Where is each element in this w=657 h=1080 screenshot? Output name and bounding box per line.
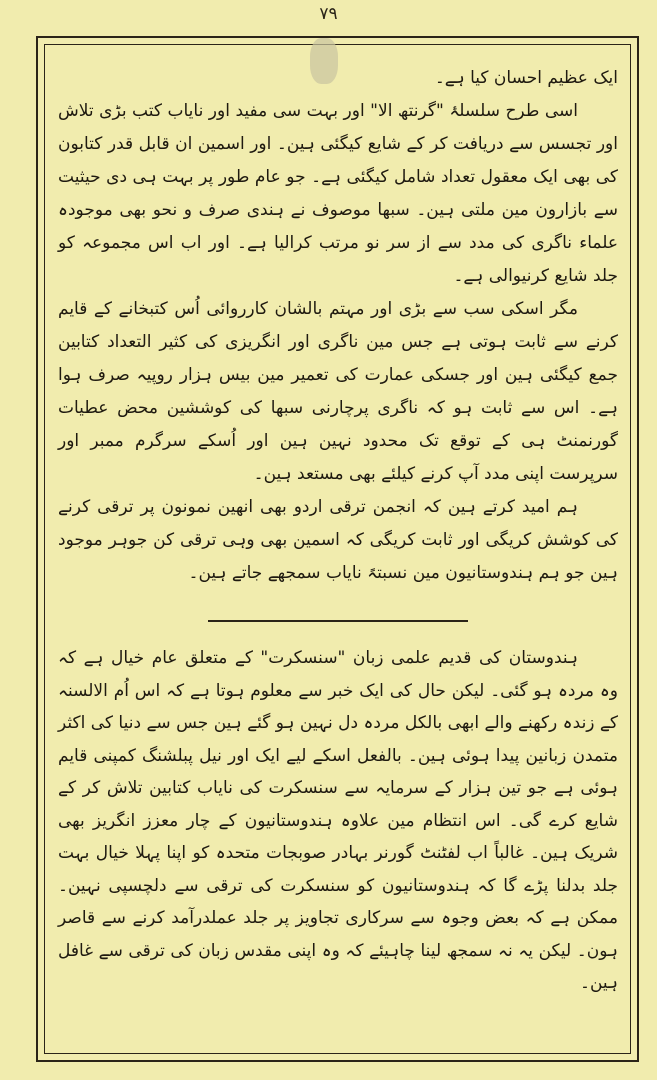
paragraph-sanskrit: ہندوستان کی قدیم علمی زبان "سنسکرت" کے متعلق عام خیال ہے کہ وہ مردہ ہو گئی۔ لیکن حال کی ایک خبر سے معلوم ہوتا ہے کہ اس اُم الالسنہ کے زندہ رکھنے والے ابھی بالکل مردہ دل نہین ہو گئے ہین جس سے دنیا کی اکثر متمدن زبانین پیدا ہوئی ہین۔ بالفعل اسکے لیے ایک اور نیل پبلشنگ کمپنی قایم ہوئی ہے جو تین ہزار کے سرمایہ سے سنسکرت کی نایاب کتابین تلاش کر کے شایع کرے گی۔ اس انتظام مین علاوہ ہندوستانیون کے چار معزز انگریز بھی شریک ہین۔ غالباً اب لفٹنٹ گورنر بہادر صوبجات متحدہ کو اپنا پہلا خیال بہت جلد بدلنا پڑے گا کہ ہندوستانیون کو سنسکرت کی ترقی سے دلچسپی نہین۔ ممکن ہے کہ بعض وجوہ سے سرکاری تجاویز پر جلد عملدرآمد کرنے سے قاصر ہون۔ لیکن یہ نہ سمجھ لینا چاہیئے کہ وہ اپنی مقدس زبان کی ترقی سے غافل ہین۔: [58, 648, 618, 993]
page-content: [58, 62, 618, 1000]
paragraph-library: مگر اسکی سب سے بڑی اور مہتم بالشان کارروائی اُس کتبخانے کے قایم کرنے سے ثابت ہوتی ہے جس مین ناگری اور انگریزی کی کثیر التعداد کتابین جمع کیگئی ہین اور جسکی عمارت کی تعمیر مین بیس ہزار روپیہ صرف ہوا ہے۔ اس سے ثابت ہو کہ ناگری پرچارنی سبھا کی کوششین محض عطیات گورنمنٹ ہی کے توقع تک محدود نہین ہین اور اُسکے سرگرم ممبر اور سرپرست اپنی مدد آپ کرنے کیلئے بھی مستعد ہین۔: [58, 299, 618, 484]
paragraph-urdu-hope: ہم امید کرتے ہین کہ انجمن ترقی اردو بھی انھین نمونون پر ترقی کرنے کی کوشش کریگی اور ثابت کریگی کہ اسمین بھی وہی ترقی کن جوہر موجود ہین جو ہم ہندوستانیون مین نسبتہً نایاب سمجھے جاتے ہین۔: [58, 497, 618, 583]
section-divider: [208, 620, 468, 622]
paragraph-opening-line: ایک عظیم احسان کیا ہے۔: [434, 68, 618, 88]
page-number: ٧٩: [319, 4, 338, 24]
paragraph-publications: اسی طرح سلسلۂ "گرنتھ الا" اور بہت سی مفید اور نایاب کتب بڑی تلاش اور تجسس سے دریافت کر کے شایع کیگئی ہین۔ اور اسمین ان قابل قدر کتابون کی بھی ایک معقول تعداد شامل کیگئی ہے۔ جو عام طور پر بہت ہی دی حیثیت سے بازارون مین ملتی ہین۔ سبھا موصوف نے ہندی صرف و نحو بھی موجودہ علماء ناگری کی مدد سے از سر نو مرتب کرالیا ہے۔ اور اب اس مجموعہ کو جلد شایع کرنیوالی ہے۔: [58, 101, 618, 286]
